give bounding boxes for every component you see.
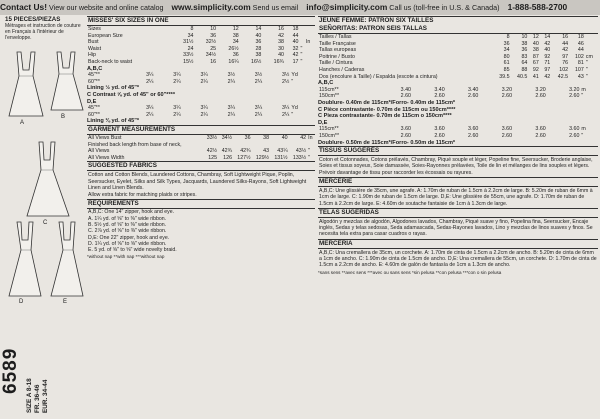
cell-value: 40 bbox=[255, 32, 262, 39]
cell-value: 2¼ bbox=[200, 111, 208, 118]
row-unit: " bbox=[581, 132, 584, 139]
cell-value: 3.60 bbox=[501, 126, 513, 133]
cell-value: 38 bbox=[521, 40, 528, 47]
requirement-item: A,B,C: One 14" zipper, hook and eye. bbox=[88, 209, 175, 216]
requirement-item: A. 1¼ yd. of ⅝" to ⅜" wide ribbon. bbox=[88, 215, 167, 222]
de-yardage-table bbox=[87, 105, 315, 118]
cell-value: In bbox=[305, 39, 311, 46]
table-row bbox=[87, 39, 315, 46]
metric-de-table bbox=[318, 126, 598, 139]
cell-value: 14 bbox=[544, 34, 551, 40]
cell-value: 2¼ bbox=[227, 111, 235, 118]
row-unit: " bbox=[585, 60, 588, 67]
cell-value: 34½ bbox=[221, 134, 233, 141]
cell-value: 2.60 bbox=[468, 132, 479, 139]
row-label: Finished back length from base of neck, bbox=[88, 141, 182, 148]
contact-visit: View our website and online catalog bbox=[49, 3, 164, 12]
cell-value: 43 bbox=[263, 148, 270, 155]
row-label: 150cm** bbox=[319, 132, 340, 139]
table-row bbox=[87, 59, 315, 66]
cell-value: 3.20 bbox=[535, 86, 546, 93]
cell-value: 83 bbox=[521, 53, 528, 60]
cell-value: 42 bbox=[292, 52, 299, 59]
row-label: Hanches / Caderas bbox=[319, 66, 365, 73]
row-unit bbox=[585, 34, 598, 41]
cell-value: 2.60 bbox=[400, 132, 411, 139]
cell-value: 3½ bbox=[254, 72, 263, 79]
cell-value: 42 bbox=[544, 40, 551, 47]
table-row bbox=[87, 112, 315, 119]
cell-value: 3.60 bbox=[535, 126, 546, 133]
cell-value: 17 bbox=[292, 58, 299, 65]
dress-c bbox=[27, 142, 69, 216]
cell-value: 67 bbox=[532, 60, 539, 67]
sizes-table bbox=[87, 26, 315, 66]
row-unit: " bbox=[585, 66, 588, 73]
cell-value: 3¼ bbox=[146, 72, 154, 79]
cell-value: 3.40 bbox=[400, 86, 411, 93]
cell-value: 34 bbox=[232, 39, 239, 46]
doublure-abc: Doublure- 0.40m de 115cm*/Forro- 0.40m de 115cm* bbox=[318, 99, 456, 106]
row-unit: In bbox=[308, 134, 313, 141]
cell-value: 30 bbox=[278, 45, 284, 52]
cell-value: 16½ bbox=[251, 58, 262, 65]
table-row bbox=[318, 74, 598, 81]
row-unit: " bbox=[291, 111, 294, 118]
table-row bbox=[87, 135, 315, 142]
size-range: SIZE A 8-18 bbox=[26, 378, 33, 413]
view-label-b: B bbox=[61, 114, 66, 120]
row-unit: " bbox=[300, 52, 303, 59]
row-unit: " bbox=[308, 148, 311, 155]
row-unit: " bbox=[291, 78, 294, 85]
doublure-de: Doublure- 0.50m de 115cm*/Forro- 0.50m de 115cm* bbox=[318, 139, 456, 146]
cell-value: 2½ bbox=[281, 78, 290, 85]
merceria-text: A,B,C: Una cremallera de 35cm, un corchete. A: 1.70m de cinta de 1.5cm a 2.2cm de ancho. B: 5.20m de cinta de 6mm a 1cm de ancho. C: 1.90m de cinta de 1.5cm de ancho. D,E: Una cremallera de 55cm, un corchete. D: 1.70m de cinta de 1.5cm a 2.2cm de ancho. E: 4.60m de galón de fantasía de 1cm a 1.3cm de ancho. bbox=[319, 249, 597, 269]
cell-value: 42¾ bbox=[240, 148, 251, 155]
table-row bbox=[318, 126, 598, 133]
contrast-es: C Pieza contrastante- 0.70m de 115cm o 150cm**** bbox=[318, 113, 452, 120]
cell-value: 107 bbox=[574, 66, 584, 73]
abc-yardage-table bbox=[87, 72, 315, 85]
cell-value: 2.60 bbox=[535, 132, 546, 139]
row-unit: " bbox=[300, 58, 303, 65]
cell-value: 3.40 bbox=[434, 86, 445, 93]
requirement-item: D. 1¼ yd. of ⅝" to ⅝" wide ribbon. bbox=[88, 240, 167, 247]
cell-value: 41 bbox=[532, 73, 539, 80]
telas-text: Algodón y mezclas de algodón, Algodones lavados, Chambray, Piqué suave y fino, Popelina fina, Seersucker, Encaje inglés, Sedas y telas sedosas, Seda adamascada, Sedas-Rayones lavados, Lino y mezclas de linos suaves y finos. Se necesita tela extra para casar cuadros o rayas. bbox=[319, 218, 593, 238]
tissus-text: Coton et Cotonnades, Cotons prélavés, Chambray, Piqué souple et léger, Popeline fine, Seersucker, Broderie anglaise, Soies et tissus soyeux, Soie damassée, Soies-Rayonnes prélavées, Toile de lin et mélanges de lins souples et légers. Prévoir davantage de tissu pour raccorder les écossais ou rayures. bbox=[319, 157, 593, 176]
table-row bbox=[87, 46, 315, 53]
row-unit: m bbox=[581, 126, 586, 133]
contrast-c: C Contrast ⅝ yd. of 45" or 60"**** bbox=[87, 91, 175, 98]
table-row bbox=[318, 87, 598, 94]
row-label: European Size bbox=[88, 32, 123, 39]
row-label: 60"** bbox=[88, 111, 100, 118]
row-label: Tailles / Tallas bbox=[319, 34, 352, 40]
cell-value: 12 bbox=[232, 26, 239, 32]
metric-sizes-table bbox=[318, 34, 598, 80]
cell-value: 76 bbox=[562, 60, 569, 67]
table-row bbox=[87, 105, 315, 112]
cell-value: 3¼ bbox=[173, 72, 181, 79]
row-unit: " bbox=[308, 154, 311, 161]
cell-value: 33½ bbox=[206, 134, 218, 141]
table-row bbox=[87, 148, 315, 155]
cell-value: 125 bbox=[208, 154, 218, 161]
tissus-header: TISSUS SUGGÉRÉS bbox=[318, 146, 598, 156]
row-label: Poitrine / Busto bbox=[319, 53, 355, 60]
cell-value: 3.40 bbox=[468, 86, 479, 93]
cell-value: 18 bbox=[292, 26, 299, 32]
r-abc-label: A,B,C bbox=[318, 80, 334, 87]
view-sketches bbox=[7, 46, 85, 298]
row-unit: Yd bbox=[291, 105, 298, 112]
contact-title: Contact Us! bbox=[0, 2, 47, 12]
sizes-header: MISSES' SIX SIZES IN ONE bbox=[87, 16, 315, 26]
requirements-header: REQUIREMENTS bbox=[87, 199, 315, 209]
metric-abc-table bbox=[318, 87, 598, 100]
row-label: Tallas europeas bbox=[319, 47, 357, 54]
dress-a bbox=[9, 52, 43, 116]
cell-value: 2.60 bbox=[501, 132, 513, 139]
pieces-count: 15 PIECES/PIEZAS bbox=[5, 16, 61, 23]
cell-value: 131½ bbox=[274, 154, 288, 161]
cell-value: 42 bbox=[300, 134, 307, 141]
cell-value: 2.60 bbox=[434, 132, 445, 139]
cell-value: 16 bbox=[278, 26, 284, 32]
cell-value: 16 bbox=[562, 34, 569, 40]
fabrics-text: Cotton and Cotton Blends, Laundered Cottons, Chambray, Soft Lightweight Pique, Poplin, Seersucker, Eyelet, Silks and Silk Types, Jacquards, Laundered Silks-Rayons, Soft Lightweight Linen and Linen Blends. bbox=[88, 172, 307, 191]
cell-value: 2.60 bbox=[501, 93, 513, 100]
lining-abc: Lining ½ yd. of 45"* bbox=[87, 85, 140, 92]
dress-b bbox=[51, 52, 83, 110]
table-row bbox=[318, 60, 598, 67]
cell-value: 3.60 bbox=[468, 126, 479, 133]
cell-value: 3.60 bbox=[400, 126, 411, 133]
cell-value: 10 bbox=[521, 34, 528, 40]
cell-value: 92 bbox=[544, 53, 551, 60]
garment-header: GARMENT MEASUREMENTS bbox=[87, 125, 315, 135]
cell-value: 36 bbox=[521, 47, 528, 54]
dress-e bbox=[51, 222, 83, 296]
cell-value: 16¼ bbox=[228, 58, 239, 65]
pattern-number: 6589 bbox=[0, 347, 21, 394]
row-unit: m bbox=[581, 86, 586, 93]
cell-value: 2¼ bbox=[227, 78, 235, 85]
table-row bbox=[318, 54, 598, 61]
cell-value: 40.5 bbox=[517, 73, 528, 80]
row-label: 60"** bbox=[88, 78, 100, 85]
cell-value: 26½ bbox=[228, 45, 239, 52]
cell-value: 43¼ bbox=[277, 148, 288, 155]
de-label: D,E bbox=[87, 98, 97, 105]
table-row bbox=[87, 26, 315, 33]
cell-value: 32 bbox=[292, 45, 299, 52]
size-range-block bbox=[25, 283, 47, 415]
cell-value: 34 bbox=[187, 32, 194, 39]
cell-value: 40 bbox=[281, 134, 288, 141]
view-label-c: C bbox=[43, 220, 48, 226]
cell-value: 36 bbox=[210, 32, 217, 39]
row-label: Sizes bbox=[88, 26, 101, 32]
contact-url[interactable]: www.simplicity.com bbox=[171, 2, 251, 12]
cell-value: 36 bbox=[255, 39, 262, 46]
cell-value: 40 bbox=[532, 40, 539, 47]
view-label-e: E bbox=[63, 299, 68, 305]
cell-value: 8 bbox=[190, 26, 194, 32]
cell-value: 2¼ bbox=[146, 78, 154, 85]
cell-value: 14 bbox=[255, 26, 262, 32]
cell-value: 3½ bbox=[281, 72, 290, 79]
row-unit bbox=[299, 33, 311, 40]
row-unit: " bbox=[300, 45, 303, 52]
cell-value: 2¼ bbox=[254, 78, 263, 85]
requirement-item: E. 5 yd. of ⅝" to ⅝" wide novelty braid. bbox=[88, 247, 177, 254]
cell-value: 38 bbox=[255, 52, 262, 59]
row-label: 150cm** bbox=[319, 93, 340, 100]
cell-value: 81 bbox=[577, 60, 584, 67]
cell-value: 3¼ bbox=[146, 105, 154, 112]
cell-value: 3¼ bbox=[281, 105, 290, 112]
table-row bbox=[318, 47, 598, 54]
requirement-item: C. 2⅞ yd. of ⅝" to ⅜" wide ribbon. bbox=[88, 228, 167, 235]
cell-value: 2.60 bbox=[434, 93, 445, 100]
cell-value: 15½ bbox=[183, 58, 194, 65]
nap-footnote: *without nap **with nap ***without nap bbox=[87, 253, 165, 259]
cell-value: 3¼ bbox=[200, 105, 208, 112]
cell-value: 38 bbox=[532, 47, 539, 54]
row-unit: " bbox=[581, 93, 584, 100]
cell-value: 2¼ bbox=[146, 111, 154, 118]
cell-value: 92 bbox=[532, 66, 539, 73]
cell-value: 31½ bbox=[183, 39, 194, 46]
row-label: 115cm** bbox=[319, 126, 339, 133]
requirement-item: D,E: One 22" zipper, hook and eye. bbox=[88, 234, 170, 241]
pattern-code-block bbox=[2, 282, 24, 414]
cell-value: 40 bbox=[292, 39, 299, 46]
row-label: Taille / Cintura bbox=[319, 60, 353, 67]
cell-value: 3½ bbox=[227, 72, 235, 79]
row-label: 45"** bbox=[88, 72, 100, 79]
row-label: Back-neck to waist bbox=[88, 58, 133, 65]
cell-value: 3.20 bbox=[569, 86, 580, 93]
cell-value: 88 bbox=[521, 66, 528, 73]
cell-value: 25 bbox=[210, 45, 217, 52]
cell-value: 102 bbox=[574, 53, 584, 60]
fabrics-note: Allow extra fabric for matching plaids or stripes. bbox=[88, 192, 197, 199]
cell-value: 2¼ bbox=[173, 78, 181, 85]
cell-value: 43 bbox=[577, 73, 584, 80]
contact-phone: 1-888-588-2700 bbox=[507, 2, 568, 12]
cell-value: 33½ bbox=[183, 52, 194, 59]
cell-value: 36 bbox=[503, 40, 510, 47]
cell-value: 127½ bbox=[237, 154, 251, 161]
cell-value: 129½ bbox=[255, 154, 270, 161]
cell-value: 16 bbox=[210, 58, 217, 65]
row-label: Waist bbox=[88, 45, 102, 52]
mercerie-text: A,B,C: Une glissière de 35cm, une agrafe. A: 1.70m de ruban de 1.5cm à 2.2cm de large. B: 5.20m de ruban de 6mm à 1cm de large. C: 1.90m de ruban de 1.5cm de large. D,E: Une glissière de 55cm, une agrafe. D: 1.70m de ruban de 1.5cm à 2.2cm de large. E: 4.60m de soutache fantaisie de 1cm à 1.3cm de large. bbox=[319, 187, 593, 207]
cell-value: 46 bbox=[577, 40, 584, 47]
row-label: Dos (encolure à Taille) / Espalda (escote a cintura) bbox=[319, 73, 438, 80]
cell-value: 71 bbox=[544, 60, 551, 67]
cell-value: 2.60 bbox=[535, 93, 546, 100]
cell-value: 39.5 bbox=[499, 73, 510, 80]
cell-value: 2.60 bbox=[569, 93, 580, 100]
cell-value: 97 bbox=[544, 66, 551, 73]
row-label: All Views bbox=[88, 148, 110, 155]
row-label: All Views Bust bbox=[88, 134, 122, 141]
cell-value: 3.60 bbox=[569, 126, 580, 133]
view-label-a: A bbox=[20, 120, 25, 126]
row-unit: cm bbox=[585, 53, 593, 60]
table-row bbox=[87, 142, 315, 149]
cell-value: 80 bbox=[503, 53, 510, 60]
cell-value: 43½ bbox=[295, 148, 307, 155]
cell-value: 61 bbox=[503, 60, 510, 67]
table-row bbox=[318, 34, 598, 41]
cell-value: 34 bbox=[503, 47, 510, 54]
size-range-fr: FR. 36-46 bbox=[34, 384, 41, 413]
cell-value: 42 bbox=[562, 47, 569, 54]
cell-value: 3¼ bbox=[254, 105, 263, 112]
cell-value: 102 bbox=[559, 66, 569, 73]
cell-value: 2¼ bbox=[200, 78, 208, 85]
cell-value: 3¼ bbox=[173, 105, 181, 112]
cell-value: 133½ bbox=[292, 154, 307, 161]
row-unit: Yd bbox=[291, 72, 298, 79]
row-label: Bust bbox=[88, 39, 99, 46]
cell-value: 16¾ bbox=[273, 58, 284, 65]
cell-value: 2¼ bbox=[254, 111, 263, 118]
french-spanish-column bbox=[318, 16, 598, 416]
cell-value: 42.5 bbox=[557, 73, 569, 80]
cell-value: 42 bbox=[278, 32, 284, 39]
english-column bbox=[87, 16, 315, 416]
cell-value: 10 bbox=[210, 26, 217, 32]
telas-header: TELAS SUGERIDAS bbox=[318, 208, 598, 218]
row-label: 45"** bbox=[88, 105, 100, 112]
row-label: Taille Française bbox=[319, 40, 356, 47]
cell-value: 18 bbox=[577, 34, 584, 40]
row-unit bbox=[585, 47, 598, 54]
row-unit: " bbox=[585, 73, 588, 80]
cell-value: 3¼ bbox=[227, 105, 235, 112]
cell-value: 36 bbox=[244, 134, 251, 141]
table-row bbox=[87, 52, 315, 59]
row-label: 115cm** bbox=[319, 86, 339, 93]
abc-label: A,B,C bbox=[87, 65, 103, 72]
table-row bbox=[87, 155, 315, 162]
cell-value: 42 bbox=[544, 73, 551, 80]
contact-bar bbox=[0, 0, 600, 15]
mercerie-header: MERCERIE bbox=[318, 177, 598, 187]
cell-value: 44 bbox=[577, 47, 584, 54]
requirements-list bbox=[87, 209, 315, 253]
table-row bbox=[318, 41, 598, 48]
cell-value: 44 bbox=[562, 40, 569, 47]
cell-value: 28 bbox=[255, 45, 262, 52]
cell-value: 8 bbox=[506, 34, 510, 40]
cell-value: 38 bbox=[278, 39, 284, 46]
cell-value: 38 bbox=[232, 32, 239, 39]
cell-value: 64 bbox=[521, 60, 528, 67]
cell-value: 32½ bbox=[205, 39, 217, 46]
table-row bbox=[318, 93, 598, 100]
cell-value: 40 bbox=[278, 52, 284, 59]
r-de-label: D,E bbox=[318, 119, 328, 126]
contrast-fr: C Pièce contrastante- 0.70m de 115cm ou 150cm**** bbox=[318, 106, 456, 113]
cell-value: 34½ bbox=[205, 52, 217, 59]
cell-value: 42¾ bbox=[221, 148, 233, 155]
contact-email-label: Send us email bbox=[252, 3, 299, 12]
fr-es-footnote: *sans sens **avec sens ***avec ou sans sens *sin pelusa **con pelusa ***con o sin pelusa bbox=[318, 269, 502, 275]
row-label: Hip bbox=[88, 52, 96, 59]
cell-value: 2.60 bbox=[569, 132, 580, 139]
requirement-item: B. 5½ yd. of ⅝" to ⅜" wide ribbon. bbox=[88, 222, 167, 229]
table-row bbox=[87, 72, 315, 79]
cell-value: 2¼ bbox=[173, 111, 181, 118]
cell-value: 2.60 bbox=[400, 93, 411, 100]
cell-value: 3.60 bbox=[434, 126, 445, 133]
cell-value: 87 bbox=[532, 53, 539, 60]
cell-value: 42½ bbox=[206, 148, 218, 155]
row-unit bbox=[299, 26, 311, 33]
cell-value: 126 bbox=[223, 154, 233, 161]
table-row bbox=[318, 67, 598, 74]
contact-phone-label: Call us (toll-free in U.S. & Canada) bbox=[389, 3, 500, 12]
view-label-d: D bbox=[19, 299, 24, 305]
cell-value: 3¼ bbox=[200, 72, 208, 79]
cell-value: 12 bbox=[532, 34, 539, 40]
row-unit bbox=[311, 39, 315, 46]
cell-value: 36 bbox=[232, 52, 239, 59]
cell-value: 85 bbox=[503, 66, 510, 73]
cell-value: 40 bbox=[544, 47, 551, 54]
fabrics-header: SUGGESTED FABRICS bbox=[87, 161, 315, 171]
row-label: All Views Width bbox=[88, 154, 125, 161]
cell-value: 3.20 bbox=[501, 86, 513, 93]
es-header: SEÑORITAS: PATRON SEIS TALLAS bbox=[318, 25, 598, 34]
row-unit bbox=[585, 41, 598, 48]
merceria-header: MERCERIA bbox=[318, 239, 598, 249]
pieces-note: Métrages et instruction de couture en Français à l'intérieur de l'enveloppe. bbox=[5, 23, 81, 41]
cell-value: 2.60 bbox=[468, 93, 479, 100]
cell-value: 2¼ bbox=[281, 111, 290, 118]
fr-header: JEUNE FEMME: PATRON SIX TAILLES bbox=[318, 16, 598, 25]
garment-table bbox=[87, 135, 315, 161]
cell-value: 97 bbox=[562, 53, 569, 60]
table-row bbox=[87, 33, 315, 40]
contact-email[interactable]: info@simplicity.com bbox=[306, 2, 388, 12]
table-row bbox=[318, 133, 598, 140]
cell-value: 38 bbox=[263, 134, 270, 141]
lining-de: Lining ⅜ yd. of 45"* bbox=[87, 118, 140, 125]
cell-value: 44 bbox=[292, 32, 299, 39]
size-range-eur: EUR. 34-44 bbox=[42, 379, 49, 413]
cell-value: 24 bbox=[187, 45, 194, 52]
